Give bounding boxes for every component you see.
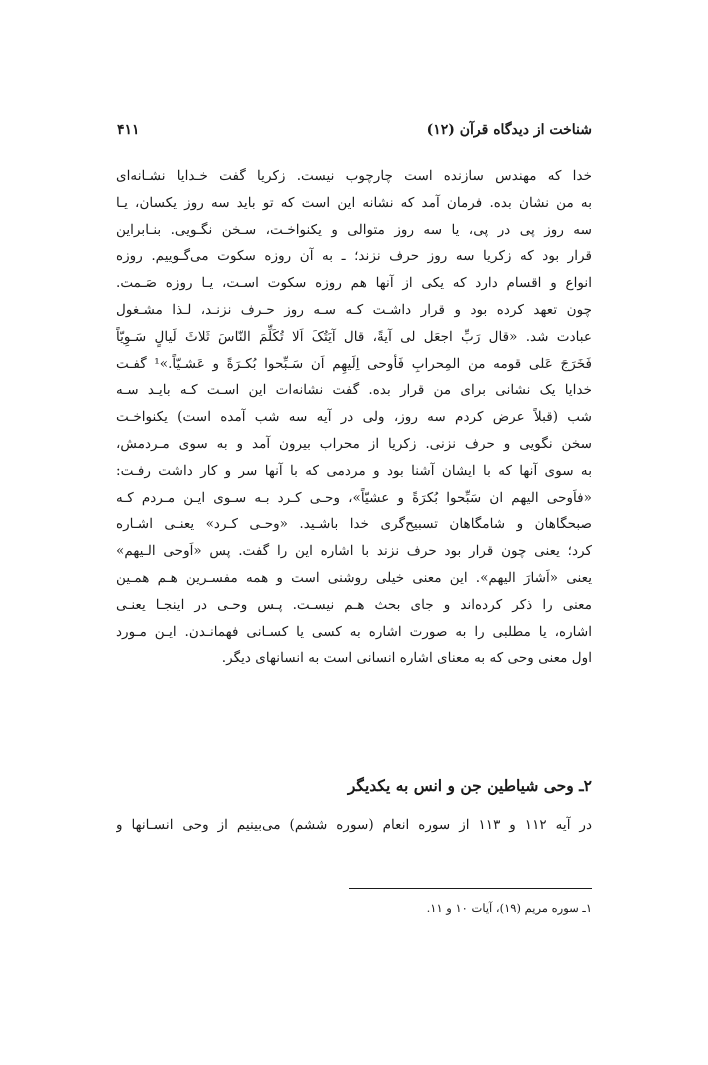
text-line: به من نشان بده. فرمان آمد که نشانه این است که تو باید سه روز یکسان، یـا bbox=[116, 194, 592, 211]
text-line: انواع و اقسام دارد که یکی از آنها هم روزه سکوت اسـت، یـا روزه صَـمت. bbox=[116, 275, 592, 292]
body-paragraph bbox=[116, 163, 592, 672]
text-line: کرد؛ یعنی چون قرار بود حرف نزند با اشاره این را گفت. پس «اَوحی الـیهم» bbox=[116, 543, 592, 560]
text-line: اشاره، یا مطلبی را به صورت اشاره به کسی یا کسـانی فهمانـدن. ایـن مـورد bbox=[116, 623, 592, 640]
footnote-divider bbox=[349, 888, 592, 889]
text-line: سخن نگویی و حرف نزنی. زکریا از محراب بیرون آمد و به سوی مـردمش، bbox=[116, 435, 592, 452]
text-line: صبحگاهان و شامگاهان تسبیح‌گری خدا باشـید. «وحـی کـرد» یعنـی اشـاره bbox=[116, 516, 592, 533]
running-header bbox=[117, 118, 592, 142]
text-line: قرار بود که زکریا سه روز حرف نزند؛ ـ به آن روزه سکوت می‌گـوییم. روزه bbox=[116, 248, 592, 265]
text-line: خدایا یک نشانی برای من قرار بده. گفت نشانه‌ات این اسـت کـه بایـد سـه bbox=[116, 382, 592, 399]
text-line: به سوی آنها که با ایشان آشنا بود و مردمی که با آنها سر و کار داشت رفـت: bbox=[116, 462, 592, 479]
section-paragraph: در آیه ۱۱۲ و ۱۱۳ از سوره انعام (سوره ششم) می‌بینیم از وحی انسـانها و bbox=[116, 817, 592, 833]
text-line: سه روز پی در پی، یا سه روز متوالی و یکنواخـت، سـخن نگـویی. بنـابراین bbox=[116, 221, 592, 238]
text-line: عبادت شد. «قال رَبِّ اجعَل لی آیةً، قال آیَتُکَ اَلا تُکَلِّمَ النّاسَ ثَلاثَ لَیالٍ سَـوِیّاً bbox=[116, 328, 592, 345]
page-number: ۴۱۱ bbox=[117, 122, 140, 138]
footnote: ۱ـ سوره مریم (۱۹)، آیات ۱۰ و ۱۱. bbox=[426, 901, 592, 915]
header-title: شناخت از دیدگاه قرآن (۱۲) bbox=[426, 122, 592, 138]
text-line: فَخَرَجَ عَلی قومه من المِحرابِ فَأوحی اِلَیهِم اَن سَـبِّحوا بُکـرَةً و عَشـیّاً.»¹ گفـت bbox=[116, 355, 592, 372]
section-heading: ۲ـ وحی شیاطین جن و انس به یکدیگر bbox=[347, 776, 592, 795]
text-line: خدا که مهندس سازنده است چارچوب نیست. زکریا گفت خـدایا نشـانه‌ای bbox=[116, 168, 592, 184]
text-line: معنی را ذکر کرده‌اند و جای بحث هـم نیسـت. پـس وحـی در اینجـا یعنـی bbox=[116, 596, 592, 613]
text-line: «فاَوحی الیهم ان سَبِّحوا بُکرَةً و عشیّاً»، وحـی کـرد بـه سـوی ایـن مـردم کـه bbox=[116, 489, 592, 506]
text-line-last: اول معنی وحی که به معنای اشاره انسانی است به انسانهای دیگر. bbox=[221, 650, 592, 667]
text-line: یعنی «اَشارَ الیهم». این معنی خیلی روشنی است و همه مفسـرین هـم همـین bbox=[116, 569, 592, 586]
text-line: شب (قبلاً عرض کردم سه روز، ولی در آیه سه شب آمده است) یکنواخـت bbox=[116, 409, 592, 426]
text-line: چون تعهد کرده بود و قرار داشـت کـه سـه روز حـرف نزنـد، لـذا مشـغول bbox=[116, 301, 592, 318]
